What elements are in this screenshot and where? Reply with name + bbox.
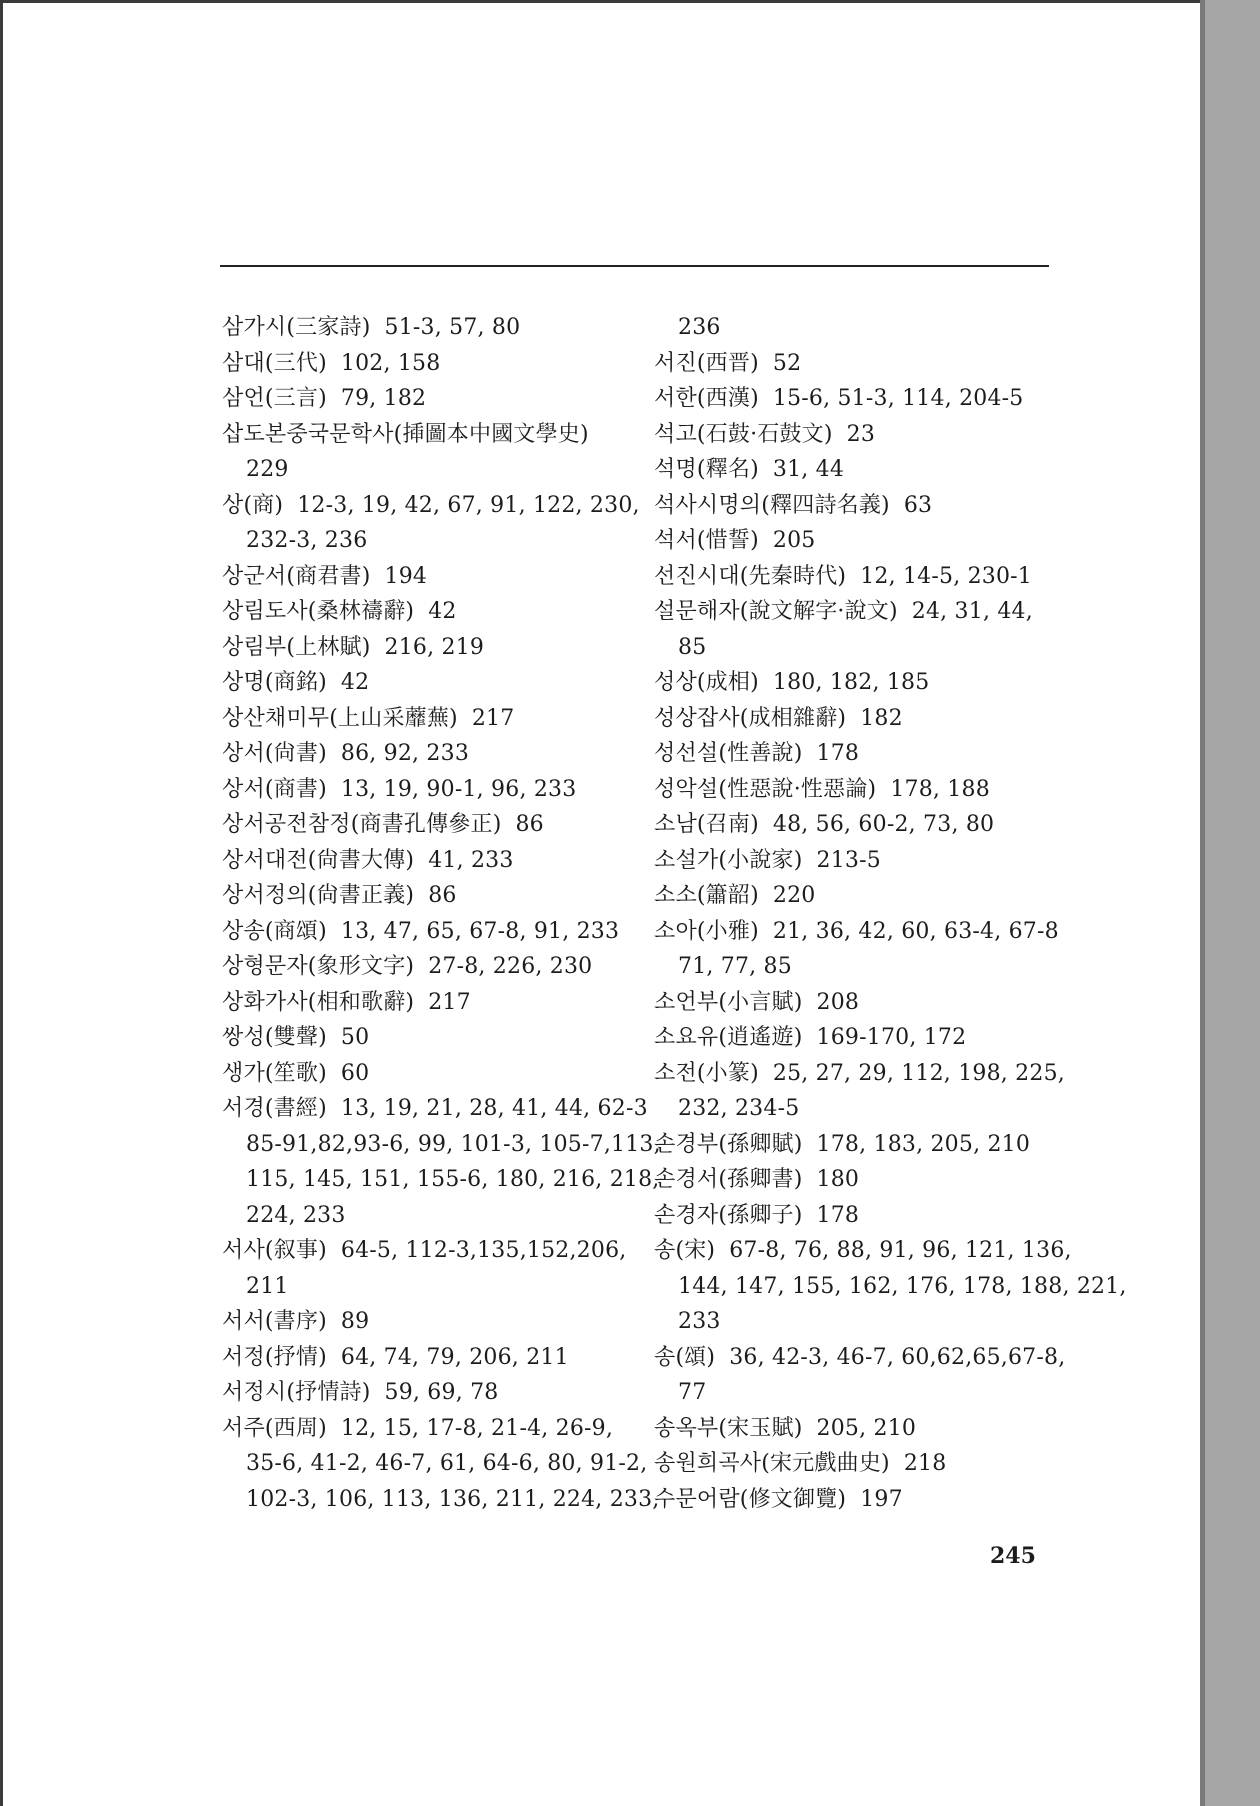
- index-entry: [222, 417, 632, 453]
- index-page-refs: 178: [816, 741, 860, 766]
- index-page-refs: 205, 210: [816, 1415, 917, 1441]
- index-term: 삼언(三言): [222, 386, 327, 411]
- index-entry: [654, 559, 1069, 595]
- index-page-refs: 12-3, 19, 42, 67, 91, 122, 230,: [297, 492, 640, 518]
- index-page-refs: 52: [772, 350, 802, 376]
- index-term: 석명(釋名): [654, 457, 759, 482]
- index-term: 상서정의(尙書正義): [222, 883, 415, 908]
- index-term: 손경자(孫卿子): [654, 1202, 803, 1228]
- index-entry: [654, 381, 1069, 417]
- index-entry: [654, 1411, 1069, 1447]
- index-page-refs: 178, 188: [890, 776, 990, 802]
- index-entry: [222, 381, 632, 417]
- index-term: 상명(商銘): [222, 670, 327, 695]
- index-entry: [654, 701, 1069, 737]
- index-entry: [654, 878, 1069, 914]
- index-page-refs: 12, 14-5, 230-1: [860, 563, 1033, 589]
- index-term: 석사시명의(釋四詩名義): [654, 492, 890, 518]
- index-entry-continuation: 35-6, 41-2, 46-7, 61, 64-6, 80, 91-2,: [246, 1451, 648, 1476]
- index-entry: [222, 1020, 632, 1056]
- index-term: 수문어람(修文御覽): [654, 1486, 847, 1512]
- index-term: 소남(召南): [654, 812, 759, 837]
- index-entry-continuation: 71, 77, 85: [678, 954, 792, 979]
- index-term: 설문해자(說文解字·說文): [654, 599, 898, 624]
- index-page-refs: 220: [772, 883, 816, 908]
- index-entry-continuation: 211: [246, 1273, 289, 1299]
- index-term: 소소(簫韶): [654, 883, 759, 908]
- index-entry-continuation: 232-3, 236: [246, 528, 368, 553]
- index-entry: [654, 594, 1069, 630]
- index-term: 상서대전(尙書大傳): [222, 847, 415, 873]
- index-page-refs: 89: [340, 1309, 370, 1334]
- index-entry-continuation: 232, 234-5: [678, 1096, 800, 1121]
- index-entry: [654, 346, 1069, 382]
- index-page-refs: 194: [384, 563, 428, 589]
- index-entry: [654, 914, 1069, 950]
- index-term: 성상(成相): [654, 670, 759, 695]
- index-page-refs: 15-6, 51-3, 114, 204-5: [772, 386, 1024, 411]
- index-page-refs: 178, 183, 205, 210: [816, 1131, 1031, 1157]
- index-entry: [654, 1198, 1069, 1234]
- index-entry: [222, 949, 632, 985]
- index-entry: [222, 488, 640, 524]
- index-entry-continuation: 85: [678, 634, 707, 660]
- page-number: 245: [990, 1543, 1036, 1569]
- index-term: 송원희곡사(宋元戲曲史): [654, 1451, 890, 1476]
- index-page-refs: 205: [772, 528, 816, 553]
- index-entry: [222, 559, 632, 595]
- index-page-refs: 48, 56, 60-2, 73, 80: [772, 812, 995, 837]
- index-term: 서주(西周): [222, 1415, 327, 1441]
- index-page-refs: 102, 158: [340, 350, 441, 376]
- index-entry: [222, 701, 632, 737]
- index-page-refs: 42: [428, 599, 457, 624]
- index-term: 서한(西漢): [654, 386, 759, 411]
- header-rule: [220, 265, 1049, 267]
- index-entry-continuation: 144, 147, 155, 162, 176, 178, 188, 221,: [678, 1273, 1127, 1299]
- index-entry: [654, 843, 1069, 879]
- index-page-refs: 51-3, 57, 80: [384, 315, 521, 340]
- index-entry: [222, 1091, 648, 1127]
- index-term: 소설가(小說家): [654, 847, 803, 873]
- index-entry-continuation: 233: [678, 1309, 721, 1334]
- index-term: 선진시대(先秦時代): [654, 563, 847, 589]
- index-term: 상군서(商君書): [222, 563, 371, 589]
- index-entry: [222, 1304, 632, 1340]
- index-entry: [654, 1446, 1069, 1482]
- index-term: 송옥부(宋玉賦): [654, 1415, 803, 1441]
- index-entry-continuation: 229: [246, 457, 289, 482]
- index-page-refs: 63: [903, 492, 933, 518]
- index-page-refs: 59, 69, 78: [384, 1380, 499, 1405]
- index-entry: [222, 878, 632, 914]
- index-page-refs: 31, 44: [772, 457, 845, 482]
- index-entry: [654, 1482, 1069, 1518]
- index-entry: [222, 594, 632, 630]
- index-entry: [222, 1233, 632, 1269]
- index-page-refs: 180, 182, 185: [772, 670, 930, 695]
- index-page-refs: 79, 182: [340, 386, 427, 411]
- index-entry-continuation: 224, 233: [246, 1202, 346, 1228]
- index-term: 소전(小篆): [654, 1060, 759, 1086]
- index-entry: [222, 985, 632, 1021]
- index-term: 상림부(上林賦): [222, 634, 371, 660]
- index-term: 소언부(小言賦): [654, 989, 803, 1015]
- index-term: 생가(笙歌): [222, 1060, 327, 1086]
- index-term: 삼대(三代): [222, 350, 327, 376]
- index-page-refs: 217: [428, 989, 471, 1015]
- index-entry: [654, 417, 1069, 453]
- index-term: 서정(抒情): [222, 1344, 327, 1370]
- index-entry: [222, 310, 632, 346]
- index-entry: [654, 452, 1069, 488]
- index-entry: [654, 523, 1069, 559]
- page-frame-top: [0, 0, 1206, 3]
- index-page-refs: 50: [340, 1025, 370, 1050]
- index-page-refs: 27-8, 226, 230: [428, 954, 593, 979]
- index-entry: [222, 1375, 632, 1411]
- index-entry-continuation: 236: [678, 315, 721, 340]
- index-term: 상서(尙書): [222, 741, 327, 766]
- index-term: 손경부(孫卿賦): [654, 1131, 803, 1157]
- viewer-background-strip: [1205, 0, 1260, 1806]
- index-page-refs: 182: [860, 705, 903, 731]
- index-entry: [222, 736, 632, 772]
- index-page-refs: 41, 233: [428, 847, 514, 873]
- index-term: 상형문자(象形文字): [222, 954, 415, 979]
- index-term: 상림도사(桑林禱辭): [222, 599, 415, 624]
- index-term: 손경서(孫卿書): [654, 1167, 803, 1192]
- index-entry-continuation: 102-3, 106, 113, 136, 211, 224, 233,: [246, 1486, 660, 1512]
- index-page-refs: 23: [846, 421, 876, 447]
- index-entry: [222, 1411, 632, 1447]
- index-page-refs: 86: [515, 812, 544, 837]
- index-term: 상서(商書): [222, 776, 327, 802]
- index-entry: [222, 914, 632, 950]
- index-entry: [222, 1340, 632, 1376]
- index-term: 상송(商頌): [222, 918, 327, 944]
- index-column-right: [654, 310, 1127, 1517]
- index-page-refs: 178: [816, 1202, 860, 1228]
- index-term: 성선설(性善說): [654, 741, 803, 766]
- index-entry: [654, 1233, 1072, 1269]
- index-entry: [222, 665, 632, 701]
- index-term: 석고(石鼓·石鼓文): [654, 421, 833, 447]
- index-term: 삽도본중국문학사(揷圖本中國文學史): [222, 421, 589, 447]
- index-term: 서사(叙事): [222, 1238, 327, 1263]
- index-page-refs: 21, 36, 42, 60, 63-4, 67-8: [772, 918, 1059, 944]
- index-entry: [654, 1020, 1069, 1056]
- index-term: 서서(書序): [222, 1309, 327, 1334]
- index-page-refs: 13, 47, 65, 67-8, 91, 233: [340, 918, 620, 944]
- index-term: 송(宋): [654, 1238, 716, 1263]
- index-entry: [222, 346, 632, 382]
- index-term: 상산채미무(上山采蘼蕪): [222, 705, 458, 731]
- index-page-refs: 25, 27, 29, 112, 198, 225,: [772, 1060, 1065, 1086]
- index-entry: [654, 1340, 1069, 1376]
- index-page-refs: 197: [860, 1486, 903, 1512]
- index-term: 소요유(逍遙遊): [654, 1025, 803, 1050]
- index-entry: [222, 1056, 632, 1092]
- index-page-refs: 64, 74, 79, 206, 211: [340, 1344, 569, 1370]
- index-term: 상(商): [222, 492, 284, 518]
- index-term: 서정시(抒情詩): [222, 1380, 371, 1405]
- index-page-refs: 24, 31, 44,: [911, 599, 1033, 624]
- index-term: 석서(惜誓): [654, 528, 759, 553]
- index-page-refs: 60: [340, 1060, 370, 1086]
- index-term: 송(頌): [654, 1344, 716, 1370]
- index-page-refs: 36, 42-3, 46-7, 60,62,65,67-8,: [729, 1344, 1066, 1370]
- index-page-refs: 12, 15, 17-8, 21-4, 26-9,: [340, 1415, 614, 1441]
- index-entry-continuation: 77: [678, 1380, 707, 1405]
- index-entry: [654, 807, 1069, 843]
- index-entry: [222, 807, 632, 843]
- index-entry: [222, 630, 632, 666]
- index-entry: [654, 488, 1069, 524]
- index-page-refs: 208: [816, 989, 860, 1015]
- index-term: 상서공전참정(商書孔傳參正): [222, 812, 502, 837]
- index-page-refs: 213-5: [816, 847, 881, 873]
- index-term: 서진(西晋): [654, 350, 759, 376]
- index-entry: [654, 736, 1069, 772]
- index-entry: [654, 665, 1069, 701]
- index-column-left: [222, 310, 661, 1517]
- index-entry: [654, 985, 1069, 1021]
- index-page-refs: 42: [340, 670, 370, 695]
- index-page-refs: 169-170, 172: [816, 1025, 967, 1050]
- index-entry: [654, 1056, 1069, 1092]
- index-page-refs: 64-5, 112-3,135,152,206,: [340, 1238, 627, 1263]
- index-term: 삼가시(三家詩): [222, 315, 371, 340]
- index-term: 소아(小雅): [654, 918, 759, 944]
- index-entry: [222, 843, 632, 879]
- index-page-refs: 217: [471, 705, 515, 731]
- index-entry-continuation: 85-91,82,93-6, 99, 101-3, 105-7,113,: [246, 1131, 661, 1157]
- index-entry: [654, 772, 1069, 808]
- index-term: 쌍성(雙聲): [222, 1025, 327, 1050]
- index-entry: [654, 1127, 1069, 1163]
- index-page-refs: 180: [816, 1167, 860, 1192]
- index-page-refs: 218: [903, 1451, 947, 1476]
- index-term: 성상잡사(成相雜辭): [654, 705, 847, 731]
- index-term: 성악설(性惡說·性惡論): [654, 776, 877, 802]
- index-page-refs: 67-8, 76, 88, 91, 96, 121, 136,: [729, 1238, 1072, 1263]
- index-page-refs: 86, 92, 233: [340, 741, 470, 766]
- index-entry: [222, 772, 632, 808]
- index-entry-continuation: 115, 145, 151, 155-6, 180, 216, 218,: [246, 1167, 660, 1192]
- page-frame-left: [0, 0, 3, 1806]
- index-entry: [654, 1162, 1069, 1198]
- index-term: 서경(書經): [222, 1096, 327, 1121]
- index-page-refs: 86: [428, 883, 457, 908]
- index-page-refs: 13, 19, 21, 28, 41, 44, 62-3: [340, 1096, 648, 1121]
- index-page-refs: 216, 219: [384, 634, 485, 660]
- index-page-refs: 13, 19, 90-1, 96, 233: [340, 776, 577, 802]
- index-term: 상화가사(相和歌辭): [222, 989, 415, 1015]
